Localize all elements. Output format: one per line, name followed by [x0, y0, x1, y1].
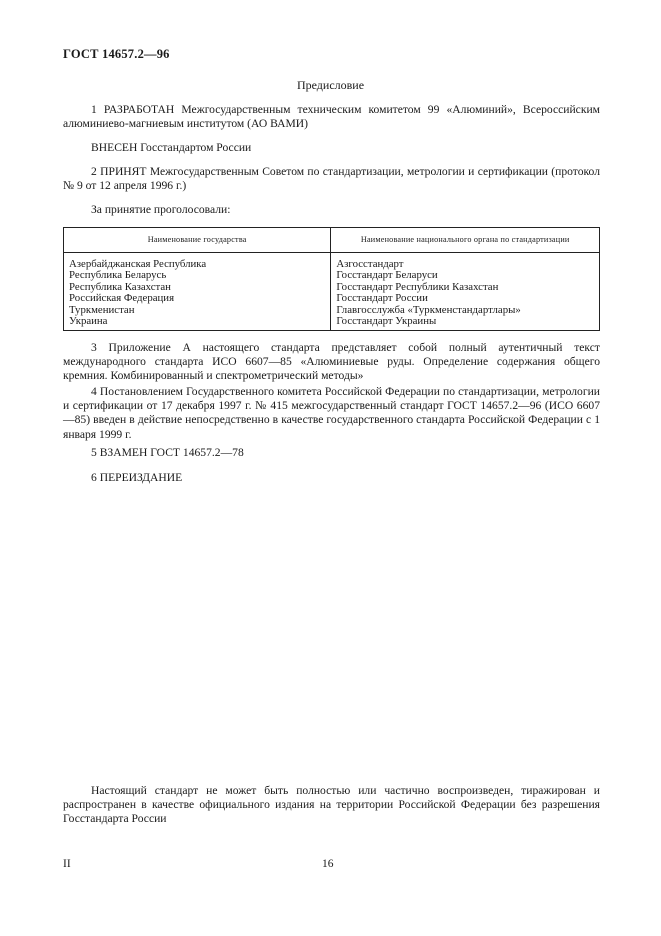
- paragraph-introduced-by: ВНЕСЕН Госстандартом России: [91, 141, 252, 154]
- page-roman-numeral: II: [63, 858, 71, 870]
- standards-body-name: Госстандарт Беларуси: [336, 269, 438, 282]
- paragraph-reissue: 6 ПЕРЕИЗДАНИЕ: [91, 471, 183, 484]
- page-number: 16: [322, 858, 334, 870]
- copyright-note: Настоящий стандарт не может быть полностью или частично воспроизведен, тиражирован и распространен в качестве официального издания на территории Российской Федерации без разрешения Госстандарта России: [63, 784, 600, 826]
- state-name: Республика Казахстан: [69, 280, 171, 293]
- standards-body-name: Госстандарт Республики Казахстан: [336, 280, 499, 293]
- voting-table: [63, 227, 600, 331]
- paragraph-replaces: 5 ВЗАМЕН ГОСТ 14657.2—78: [91, 446, 244, 459]
- page-title: Предисловие: [296, 78, 365, 92]
- standards-body-name: Госстандарт Украины: [336, 315, 437, 328]
- document-code: ГОСТ 14657.2—96: [63, 47, 170, 61]
- voting-table-header-row: [64, 228, 600, 253]
- standards-body-name: Госстандарт России: [336, 292, 428, 305]
- column-header-standards-body: Наименование национального органа по стандартизации: [331, 228, 600, 253]
- state-name: Республика Беларусь: [69, 269, 167, 282]
- standards-body-name: Азгосстандарт: [336, 258, 404, 270]
- state-name: Украина: [69, 315, 108, 328]
- paragraph-annex-a: 3 Приложение А настоящего стандарта представляет собой полный аутентичный текст международного стандарта ИСО 6607—85 «Алюминиевые руды. Определение содержания общего кремния. Комбинированный и спектрометрический методы»: [63, 341, 600, 383]
- voting-table-body-row: [64, 253, 600, 331]
- states-cell: [64, 253, 331, 331]
- column-header-state: Наименование государства: [64, 228, 331, 253]
- paragraph-enacted: 4 Постановлением Государственного комитета Российской Федерации по стандартизации, метрологии и сертификации от 17 декабря 1997 г. № 415 межгосударственный стандарт ГОСТ 14657.2—96 (ИСО 6607—85) введен в действие непосредственно в качестве государственного стандарта Российской Федерации с 1 января 1999 г.: [63, 385, 600, 441]
- bodies-cell: [331, 253, 600, 331]
- state-name: Азербайджанская Республика: [69, 258, 207, 270]
- paragraph-voted-for: За принятие проголосовали:: [91, 203, 231, 216]
- state-name: Российская Федерация: [69, 292, 175, 305]
- state-name: Туркменистан: [69, 303, 135, 316]
- paragraph-adopted-by: 2 ПРИНЯТ Межгосударственным Советом по стандартизации, метрологии и сертификации (протокол № 9 от 12 апреля 1996 г.): [63, 165, 600, 193]
- standards-body-name: Главгосслужба «Туркменстандартлары»: [336, 303, 521, 316]
- paragraph-developed-by: 1 РАЗРАБОТАН Межгосударственным техническим комитетом 99 «Алюминий», Всероссийским алюминиево-магниевым институтом (АО ВАМИ): [63, 103, 600, 131]
